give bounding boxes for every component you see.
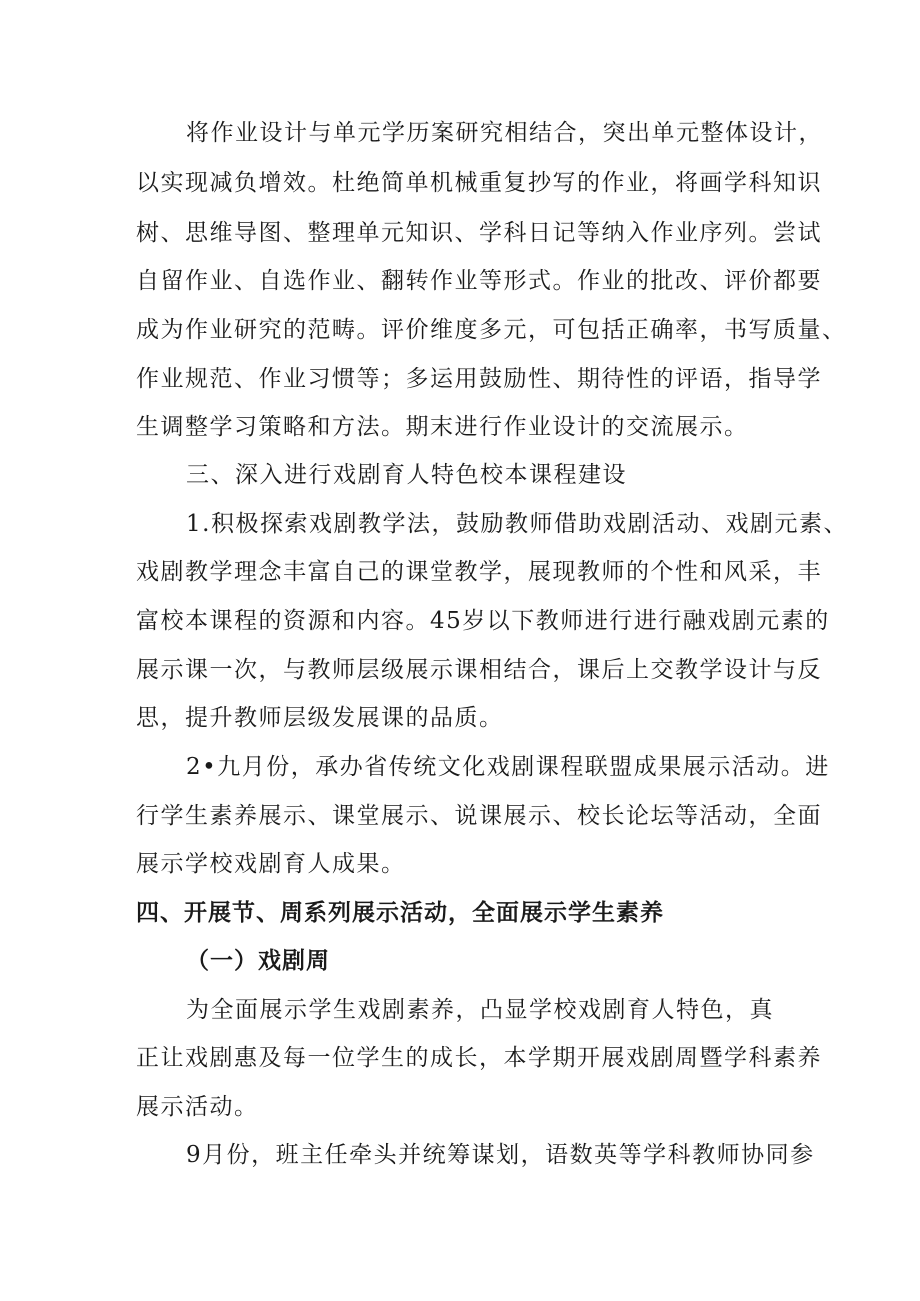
section-heading-3: 三、深入进行戏剧育人特色校本课程建设 — [186, 462, 627, 488]
list-item-line: 戏剧教学理念丰富自己的课堂教学，展现教师的个性和风采，丰 — [136, 559, 822, 585]
list-item-line: 展示课一次，与教师层级展示课相结合，课后上交教学设计与反 — [136, 657, 822, 683]
list-item-line: 富校本课程的资源和内容。45岁以下教师进行进行融戏剧元素的 — [136, 608, 830, 634]
list-item-line: 展示学校戏剧育人成果。 — [136, 851, 406, 877]
subsection-heading: （一）戏剧周 — [186, 948, 330, 974]
section-heading-4: 四、开展节、周系列展示活动，全面展示学生素养 — [136, 900, 664, 926]
paragraph-line: 生调整学习策略和方法。期末进行作业设计的交流展示。 — [136, 414, 749, 440]
list-item-line: 行学生素养展示、课堂展示、说课展示、校长论坛等活动，全面 — [136, 803, 822, 829]
paragraph-line: 作业规范、作业习惯等；多运用鼓励性、期待性的评语，指导学 — [136, 366, 822, 392]
paragraph-line: 将作业设计与单元学历案研究相结合，突出单元整体设计， — [186, 120, 823, 146]
list-item-line: 1.积极探索戏剧教学法，鼓励教师借助戏剧活动、戏剧元素、 — [186, 511, 848, 537]
paragraph-line: 树、思维导图、整理单元知识、学科日记等纳入作业序列。尝试 — [136, 220, 822, 246]
list-item-line: 思，提升教师层级发展课的品质。 — [136, 705, 504, 731]
list-item-line: 2•九月份，承办省传统文化戏剧课程联盟成果展示活动。进 — [186, 754, 830, 780]
paragraph-line: 为全面展示学生戏剧素养，凸显学校戏剧育人特色，真 — [186, 997, 774, 1023]
paragraph-line: 自留作业、自选作业、翻转作业等形式。作业的批改、评价都要 — [136, 268, 822, 294]
paragraph-line: 展示活动。 — [136, 1094, 259, 1120]
paragraph-line: 成为作业研究的范畴。评价维度多元，可包括正确率，书写质量、 — [136, 317, 847, 343]
paragraph-line: 9月份，班主任牵头并统筹谋划，语数英等学科教师协同参 — [186, 1142, 815, 1168]
paragraph-line: 以实现减负增效。杜绝简单机械重复抄写的作业，将画学科知识 — [136, 170, 822, 196]
paragraph-line: 正让戏剧惠及每一位学生的成长，本学期开展戏剧周暨学科素养 — [136, 1045, 822, 1071]
